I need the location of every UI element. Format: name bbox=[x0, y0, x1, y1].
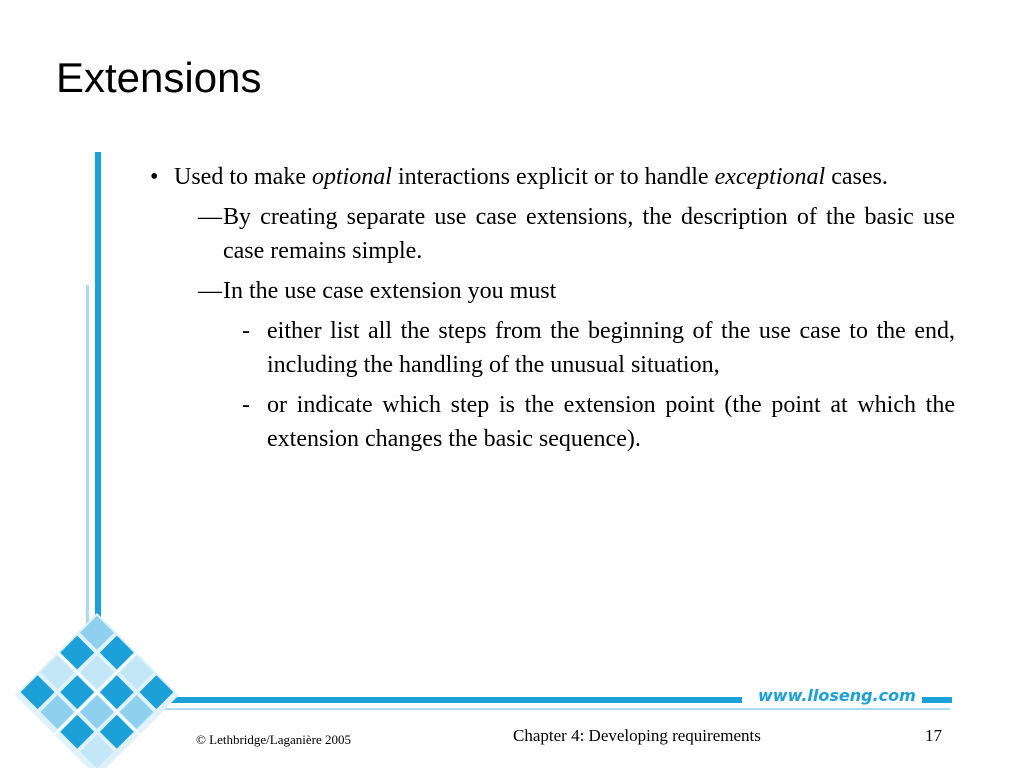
slide-title: Extensions bbox=[56, 54, 262, 101]
sub-sub-item bbox=[242, 388, 955, 456]
bullet-item-main bbox=[150, 160, 955, 194]
bottom-accent-bar bbox=[150, 697, 742, 703]
left-accent-bar-light bbox=[86, 285, 89, 675]
sub-item bbox=[198, 274, 955, 308]
sub-item bbox=[198, 200, 955, 268]
footer-copyright: © Lethbridge/Laganière 2005 bbox=[196, 732, 351, 747]
footer-chapter-title: Chapter 4: Developing requirements bbox=[513, 726, 761, 745]
bullet-text-start: Used to make bbox=[174, 164, 312, 190]
hyphen-marker: - bbox=[242, 318, 250, 344]
bullet-marker: • bbox=[150, 164, 159, 190]
sub-sub-item-text: or indicate which step is the extension point (the point at which the extension changes the basic sequence). bbox=[267, 392, 955, 452]
page-number: 17 bbox=[925, 726, 942, 745]
emphasis-optional: optional bbox=[311, 164, 392, 190]
sub-sub-item bbox=[242, 314, 955, 382]
diamond-mosaic-logo bbox=[15, 613, 179, 768]
sub-sub-item-text: either list all the steps from the beginning of the use case to the end, including the handling of the unusual situation, bbox=[267, 318, 955, 378]
dash-marker: — bbox=[198, 204, 222, 230]
sub-item-text: By creating separate use case extensions, the description of the basic use case remains simple. bbox=[223, 204, 955, 264]
bullet-text-middle: interactions explicit or to handle bbox=[391, 164, 715, 190]
hyphen-marker: - bbox=[242, 392, 250, 418]
sub-item-text: In the use case extension you must bbox=[223, 278, 557, 304]
bottom-accent-bar-light bbox=[150, 708, 950, 710]
emphasis-exceptional: exceptional bbox=[714, 164, 826, 190]
bullet-text-end: cases. bbox=[825, 164, 888, 190]
website-url: www.lloseng.com bbox=[752, 686, 922, 706]
dash-marker: — bbox=[198, 278, 222, 304]
slide-body bbox=[150, 160, 955, 462]
